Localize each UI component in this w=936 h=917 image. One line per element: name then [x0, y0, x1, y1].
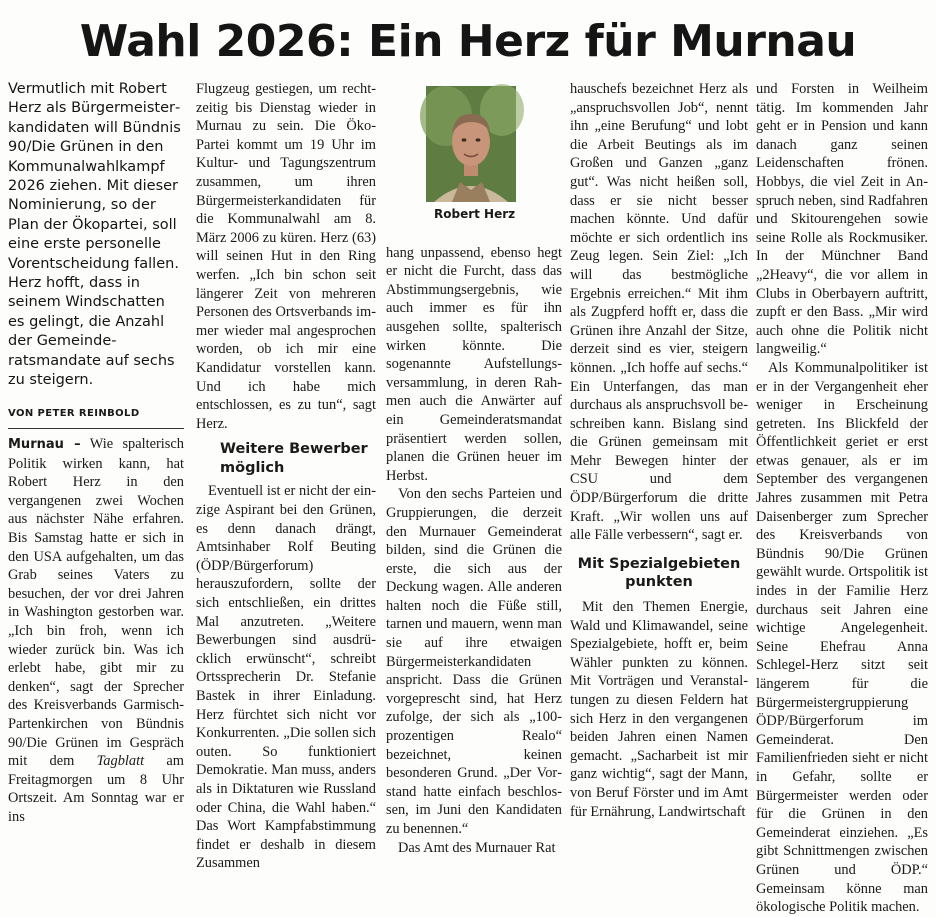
column-3	[386, 80, 562, 856]
body-paragraph: Eventuell ist er nicht der einzige Aspirant bei den Grünen, es denn danach drängt, Amtsinhaber Rolf Beuting (ÖDP/Bürgerforum) herauszufordern, sollte der sich entschließen, ein drittes Mal anzutreten. „Weitere Bewerbungen sind ausdrücklich erwünscht“, schreibt Ortssprecherin Dr. Stefanie Bastek in ihrer Einladung. Herz fürchtet sich nicht vor Konkurrenten. „Die sollen sich outen. So funktioniert Demokratie. Man muss, anders als in Diktaturen wie Russland oder China, die Wahl haben.“ Das Wort Kampfabstimmung findet er deshalb in diesem Zusammen	[196, 483, 376, 872]
subhead-weitere-bewerber: Weitere Bewerber möglich	[220, 441, 368, 476]
body-text: Wie spalterisch Politik wirken kann, hat Robert Herz in den vergangenen zwei Wochen aus nächster Nähe erfahren. Bis Samstag hatte er sich in den USA aufgehalten, um das Grab seines Vaters zu besuchen, der vor drei Jahren in Washington gestorben war. „Ich bin froh, wenn ich wieder zurück bin. Was ich erlebt habe, gibt mir zu denken“, sagt der Sprecher des Kreisverbands Garmisch-Partenkirchen von Bündnis 90/Die Grünen im Gespräch mit dem	[8, 436, 184, 770]
body-paragraph: Mit den Themen Energie, Wald und Klimawandel, seine Spezialgebiete, hofft er, beim Wähler punkten zu können. Mit Vorträgen und Veranstaltungen zu diesen Feldern hat sich Herz in den vergangenen beiden Jahren einen Namen gemacht. „Sacharbeit ist mir ganz wichtig“, sagt der Mann, von Beruf Förster und im Amt für Ernährung, Landwirtschaft	[570, 599, 748, 820]
byline: VON PETER REINBOLD	[8, 405, 184, 430]
column-5	[756, 80, 928, 916]
portrait-photo	[426, 86, 516, 202]
column-2	[196, 80, 376, 872]
body-text: am Freitagmorgen um 8 Uhr Ortszeit. Am Sonntag war er ins	[8, 753, 184, 825]
body-paragraph: Von den sechs Parteien und Gruppierungen, die derzeit den Murnauer Gemeinderat bilden, sind die Grünen die erste, die sich aus der Deckung wagen. Alle anderen halten noch die Füße still, tarnen und mauern, wenn man sie auf ihre etwaigen Bürgermeisterkandidaten anspricht. Dass die Grünen vorgeprescht sind, hat Herz zufolge, der sich als „100-prozentigen Realo“ bezeichnet, keinen besonderen Grund. „Der Vorstand hatte einfach beschlossen, im Juni den Kandidaten zu benennen.“	[386, 486, 562, 837]
column-4	[570, 80, 748, 820]
body-paragraph: hang unpassend, ebenso hegt er nicht die Furcht, dass das Abstimmungsergebnis, wie auch immer es für ihn ausgehen sollte, spalterisch wirken könnte. Die sogenannte Aufstellungsversammlung, in deren Rahmen auch die Anwärter auf ein Gemeinderatsmandat präsentiert werden sollen, planen die Grünen heuer im Herbst.	[386, 244, 562, 484]
body-paragraph: Als Kommunalpolitiker ist er in der Vergangenheit eher weniger in Erscheinung getreten. Ins Blickfeld der Öffentlichkeit geriet er erst etwas genauer, als er im September des vergangenen Jahres zusammen mit Petra Daisenberger zum Sprecher des Kreisverbands von Bündnis 90/Die Grünen gewählt wurde. Ortspolitik ist indes in der Familie Herz durchaus seit Jahren eine wichtige Angelegenheit. Seine Ehefrau Anna Schlegel-Herz sitzt seit längerem für die Bürgermeistergruppierung ÖDP/Bürgerforum im Gemeinderat. Den Familienfrieden sieht er nicht in Gefahr, sollte er Bürgermeister werden oder für die Grünen in den Gemeinderat einziehen. „Es gibt Schnittmengen zwischen Grünen und ÖDP.“ Gemeinsam könne man ökologische Politik machen.	[756, 359, 928, 916]
dateline: Murnau –	[8, 437, 81, 453]
headline: Wahl 2026: Ein Herz für Murnau	[79, 16, 857, 67]
teaser: Vermutlich mit Robert Herz als Bürgermeisterkandidaten will Bündnis 90/Die Grünen in den Kommunalwahlkampf 2026 ziehen. Mit dieser Nominierung, so der Plan der Ökopartei, soll eine erste personelle Vorentscheidung fallen. Herz hofft, dass in seinem Windschatten es gelingt, die Anzahl der Gemeinderatsmandate auf sechs zu steigern.	[8, 81, 181, 389]
portrait-icon	[426, 86, 516, 202]
body-paragraph: Das Amt des Murnauer Rat	[398, 839, 556, 856]
body-paragraph	[8, 435, 184, 826]
column-1	[8, 80, 184, 825]
body-paragraph: hauschefs bezeichnet Herz als „anspruchsvollen Job“, nennt ihn „eine Berufung“ und lobt die Arbeit Beutings als im Großen und Ganzen „ganz gut“. Was nicht heißen soll, dass er sie nicht besser machen könnte. Und dafür möchte er sich ordentlich ins Zeug legen. Sein Ziel: „Ich will das bestmögliche Ergebnis erreichen.“ Mit ihm als Zugpferd hofft er, dass die Grünen ihre Anzahl der Sitze, derzeit sind es vier, steigern können. „Ich hoffe auf sechs.“ Ein Unterfangen, das man durchaus als anspruchsvoll beschreiben kann. Bislang sind die Grünen gemeinsam mit Mehr Bewegen hinter der CSU und dem ÖDP/Bürgerforum die dritte Kraft. „Wir wollen uns auf alle Fälle verbessern“, sagt er.	[570, 81, 748, 544]
photo-caption: Robert Herz	[434, 207, 516, 221]
body-paragraph: und Forsten in Weilheim tätig. Im kommenden Jahr geht er in Pension und kann danach ganz seinen Leidenschaften frönen. Hobbys, die viel Zeit in Anspruch neben, sind Radfahren und Skitourengehen sowie seine Rolle als Rockmusiker. In der Münchner Band „2Heavy“, die vor allem in Clubs in Oberbayern auftritt, zupft er den Bass. „Mir wird auch ohne die Politik nicht langweilig.“	[756, 81, 928, 358]
newspaper-name: Tagblatt	[96, 753, 145, 770]
subhead-spezialgebiete: Mit Spezialgebieten punkten	[577, 555, 741, 591]
body-paragraph: Flugzeug gestiegen, um rechtzeitig bis Dienstag wieder in Murnau zu sein. Die Öko-Partei kommt um 19 Uhr im Kultur- und Tagungszentrum zusammen, um ihren Bürgermeisterkandidaten für die Kommunalwahl am 8. März 2006 zu küren. Herz (63) will seinen Hut in den Ring werfen. „Ich bin schon seit längerer Zeit von mehreren Personen des Ortsverbands immer wieder mal angesprochen worden, ob ich mir eine Kandidatur vorstellen kann. Und ich habe mich entschlossen, es zu tun“, sagt Herz.	[196, 81, 376, 432]
